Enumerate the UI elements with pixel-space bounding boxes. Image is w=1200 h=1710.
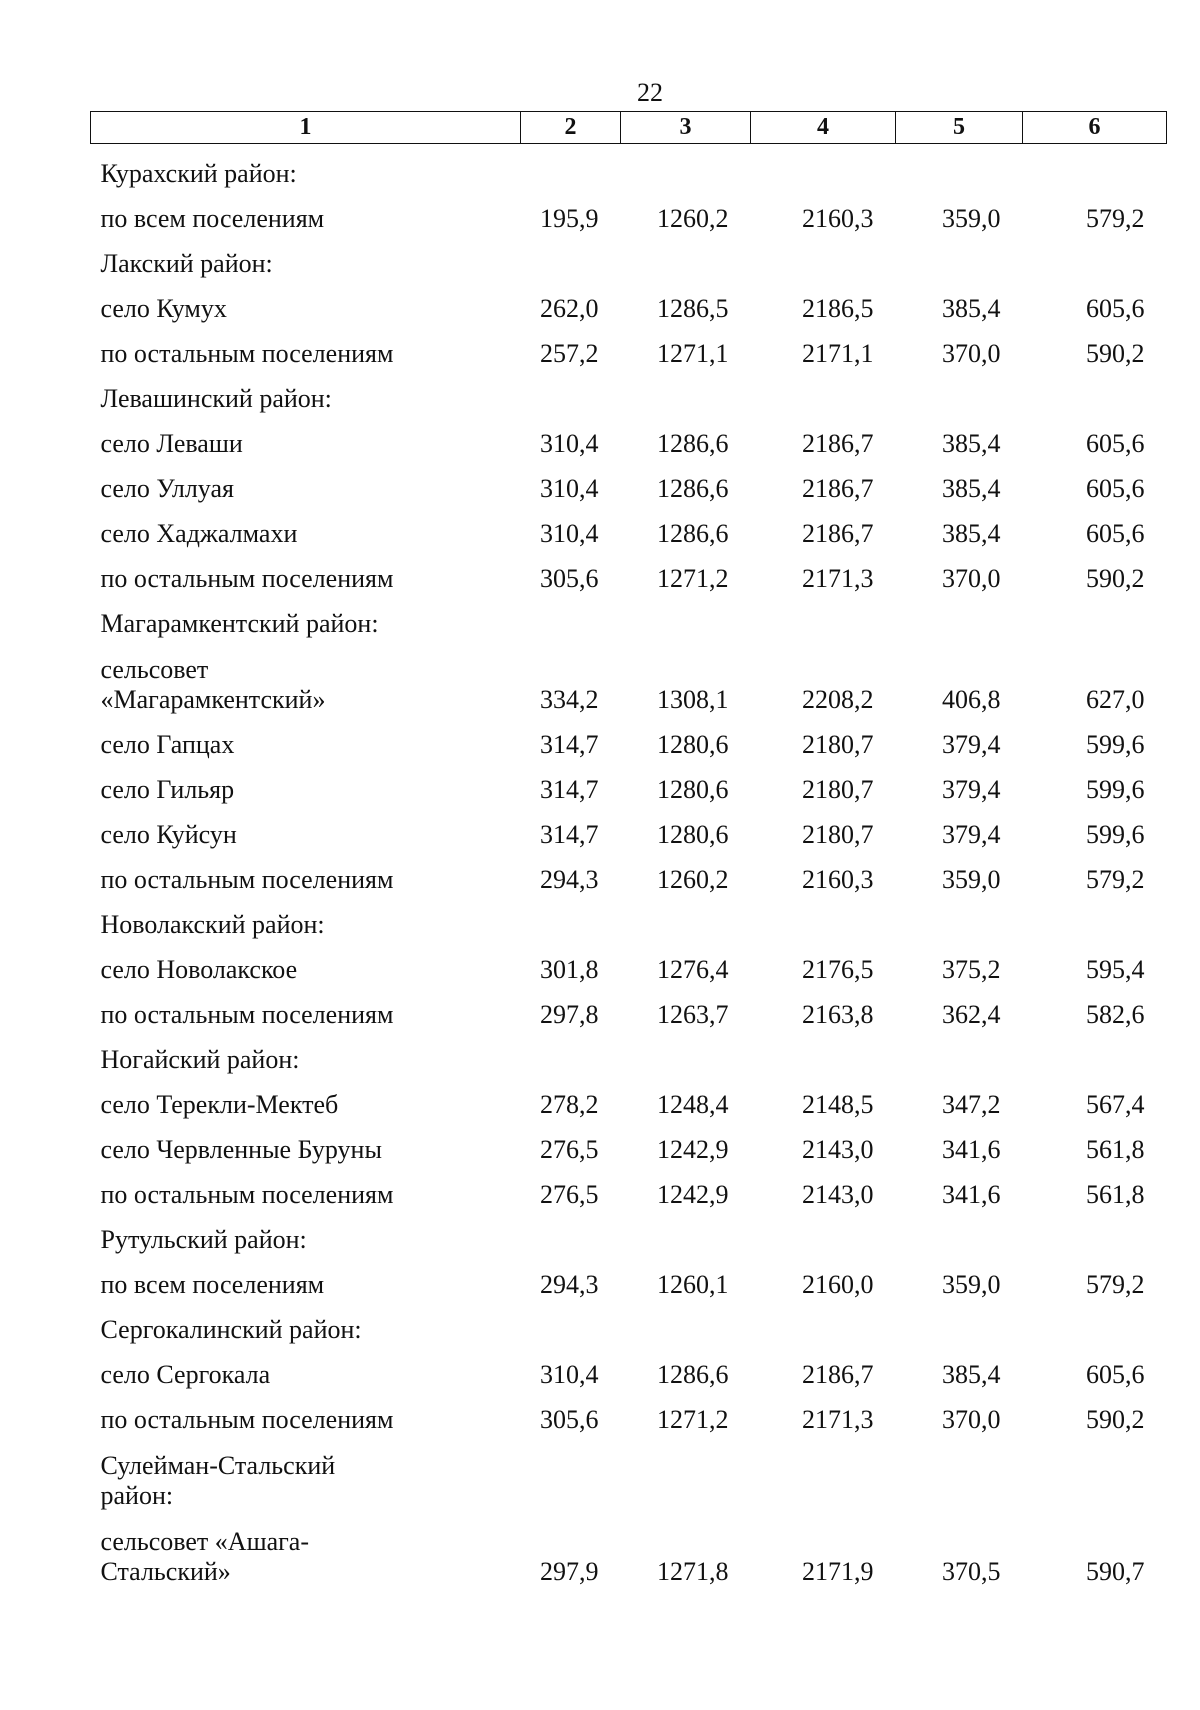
value-col-6: 605,6 — [1086, 293, 1145, 323]
value-col-4 — [751, 594, 896, 639]
value-col-4: 2171,1 — [802, 338, 874, 368]
region-heading-row — [91, 1210, 1167, 1255]
value-col-6: 582,6 — [1086, 999, 1145, 1029]
region-name: Левашинский район: — [100, 383, 332, 413]
value-col-4: 2148,5 — [802, 1089, 874, 1119]
value-col-4: 2186,7 — [802, 518, 874, 548]
value-col-5 — [896, 594, 1023, 639]
value-col-5 — [896, 234, 1023, 279]
value-col-3: 1280,6 — [657, 774, 729, 804]
value-col-5 — [896, 1300, 1023, 1345]
settlement-name: село Сергокала — [100, 1359, 271, 1389]
value-col-5: 370,5 — [942, 1556, 1001, 1586]
settlement-name: село Уллуая — [100, 473, 234, 503]
table-row — [91, 639, 1167, 715]
value-col-4: 2160,3 — [802, 864, 874, 894]
value-col-2: 305,6 — [540, 563, 599, 593]
table-row — [91, 549, 1167, 594]
value-col-3 — [621, 895, 751, 940]
value-col-5: 359,0 — [942, 1269, 1001, 1299]
value-col-2: 310,4 — [540, 428, 599, 458]
value-col-3: 1260,2 — [657, 864, 729, 894]
value-col-2: 195,9 — [540, 203, 599, 233]
settlement-name: село Леваши — [100, 428, 243, 458]
value-col-3 — [621, 144, 751, 189]
value-col-4: 2171,3 — [802, 1404, 874, 1434]
table-row — [91, 279, 1167, 324]
settlement-name: село Терекли-Мектеб — [100, 1089, 339, 1119]
value-col-3: 1286,6 — [657, 1359, 729, 1389]
value-col-4 — [751, 1435, 896, 1511]
value-col-2: 297,8 — [540, 999, 599, 1029]
table-row — [91, 504, 1167, 549]
region-heading-row — [91, 594, 1167, 639]
value-col-2: 276,5 — [540, 1134, 599, 1164]
value-col-3: 1271,2 — [657, 1404, 729, 1434]
settlement-name: село Червленные Буруны — [100, 1134, 382, 1164]
region-name: Сергокалинский район: — [100, 1314, 362, 1344]
region-heading-row — [91, 369, 1167, 414]
value-col-5: 341,6 — [942, 1179, 1001, 1209]
value-col-6 — [1023, 234, 1167, 279]
table-row — [91, 1165, 1167, 1210]
settlement-name: по остальным поселениям — [100, 563, 394, 593]
value-col-4: 2186,7 — [802, 473, 874, 503]
region-heading-row — [91, 1030, 1167, 1075]
value-col-3: 1286,6 — [657, 428, 729, 458]
settlement-name: сельсовет «Магарамкентский» — [100, 654, 326, 714]
value-col-4: 2186,7 — [802, 428, 874, 458]
settlement-name: по остальным поселениям — [100, 999, 394, 1029]
column-header-5: 5 — [896, 112, 1023, 144]
settlement-name: по остальным поселениям — [100, 864, 394, 894]
value-col-6 — [1023, 1030, 1167, 1075]
value-col-2 — [521, 369, 621, 414]
value-col-3 — [621, 1030, 751, 1075]
region-name: Новолакский район: — [100, 909, 325, 939]
region-name: Сулейман-Стальский район: — [100, 1450, 336, 1510]
settlement-name: село Хаджалмахи — [100, 518, 298, 548]
settlement-name: село Гильяр — [100, 774, 235, 804]
value-col-6: 561,8 — [1086, 1179, 1145, 1209]
value-col-5: 362,4 — [942, 999, 1001, 1029]
value-col-5: 370,0 — [942, 338, 1001, 368]
value-col-5: 347,2 — [942, 1089, 1001, 1119]
value-col-5: 370,0 — [942, 1404, 1001, 1434]
value-col-2: 294,3 — [540, 1269, 599, 1299]
settlement-name: село Гапцах — [100, 729, 235, 759]
column-header-4: 4 — [751, 112, 896, 144]
table-row — [91, 805, 1167, 850]
value-col-2: 310,4 — [540, 473, 599, 503]
value-col-2 — [521, 1210, 621, 1255]
value-col-3: 1271,2 — [657, 563, 729, 593]
value-col-4: 2143,0 — [802, 1179, 874, 1209]
value-col-2 — [521, 144, 621, 189]
settlement-name: по остальным поселениям — [100, 1404, 394, 1434]
value-col-4: 2143,0 — [802, 1134, 874, 1164]
value-col-4: 2160,0 — [802, 1269, 874, 1299]
value-col-4 — [751, 1030, 896, 1075]
value-col-6: 590,7 — [1086, 1556, 1145, 1586]
value-col-6: 590,2 — [1086, 563, 1145, 593]
value-col-6 — [1023, 144, 1167, 189]
value-col-6: 605,6 — [1086, 428, 1145, 458]
value-col-3: 1242,9 — [657, 1134, 729, 1164]
value-col-2: 314,7 — [540, 729, 599, 759]
table-row — [91, 1511, 1167, 1587]
table-row — [91, 985, 1167, 1030]
settlement-name: село Куйсун — [100, 819, 237, 849]
value-col-5: 385,4 — [942, 428, 1001, 458]
value-col-3: 1276,4 — [657, 954, 729, 984]
value-col-2: 294,3 — [540, 864, 599, 894]
value-col-5 — [896, 1435, 1023, 1511]
column-header-2: 2 — [521, 112, 621, 144]
value-col-2: 314,7 — [540, 819, 599, 849]
value-col-2 — [521, 1030, 621, 1075]
table-row — [91, 324, 1167, 369]
value-col-6: 627,0 — [1086, 684, 1145, 714]
value-col-3: 1286,6 — [657, 473, 729, 503]
settlement-name: сельсовет «Ашага-Стальский» — [100, 1526, 309, 1586]
value-col-3: 1280,6 — [657, 729, 729, 759]
table-row — [91, 414, 1167, 459]
value-col-3: 1242,9 — [657, 1179, 729, 1209]
value-col-2: 310,4 — [540, 518, 599, 548]
value-col-6: 567,4 — [1086, 1089, 1145, 1119]
column-header-3: 3 — [621, 112, 751, 144]
settlement-name: по всем поселениям — [100, 1269, 325, 1299]
value-col-5: 385,4 — [942, 473, 1001, 503]
value-col-6: 599,6 — [1086, 774, 1145, 804]
value-col-2: 334,2 — [540, 684, 599, 714]
region-heading-row — [91, 895, 1167, 940]
value-col-6: 579,2 — [1086, 1269, 1145, 1299]
table-header-row — [91, 112, 1167, 144]
region-name: Лакский район: — [100, 248, 273, 278]
value-col-6: 561,8 — [1086, 1134, 1145, 1164]
column-header-6: 6 — [1023, 112, 1167, 144]
value-col-6: 605,6 — [1086, 1359, 1145, 1389]
region-name: Курахский район: — [100, 158, 297, 188]
table-row — [91, 1255, 1167, 1300]
table-row — [91, 1390, 1167, 1435]
value-col-4: 2180,7 — [802, 819, 874, 849]
page-number: 22 — [637, 78, 663, 107]
value-col-6: 605,6 — [1086, 518, 1145, 548]
value-col-3: 1280,6 — [657, 819, 729, 849]
value-col-3: 1260,1 — [657, 1269, 729, 1299]
value-col-5: 385,4 — [942, 518, 1001, 548]
value-col-6: 579,2 — [1086, 864, 1145, 894]
settlement-name: по всем поселениям — [100, 203, 325, 233]
value-col-6: 599,6 — [1086, 819, 1145, 849]
table-row — [91, 715, 1167, 760]
value-col-2 — [521, 1435, 621, 1511]
value-col-5: 385,4 — [942, 293, 1001, 323]
value-col-6 — [1023, 895, 1167, 940]
settlement-name: по остальным поселениям — [100, 1179, 394, 1209]
table-row — [91, 459, 1167, 504]
region-name: Ногайский район: — [100, 1044, 300, 1074]
value-col-4: 2171,3 — [802, 563, 874, 593]
value-col-3: 1248,4 — [657, 1089, 729, 1119]
value-col-2 — [521, 895, 621, 940]
value-col-6: 590,2 — [1086, 1404, 1145, 1434]
value-col-4 — [751, 144, 896, 189]
value-col-6 — [1023, 369, 1167, 414]
value-col-2: 262,0 — [540, 293, 599, 323]
value-col-6 — [1023, 1435, 1167, 1511]
table-row — [91, 850, 1167, 895]
value-col-6: 605,6 — [1086, 473, 1145, 503]
value-col-2: 257,2 — [540, 338, 599, 368]
region-heading-row — [91, 144, 1167, 189]
region-heading-row — [91, 1300, 1167, 1345]
value-col-3: 1271,8 — [657, 1556, 729, 1586]
value-col-4: 2208,2 — [802, 684, 874, 714]
value-col-6 — [1023, 1210, 1167, 1255]
value-col-2: 310,4 — [540, 1359, 599, 1389]
value-col-2: 314,7 — [540, 774, 599, 804]
value-col-5 — [896, 895, 1023, 940]
settlement-name: село Новолакское — [100, 954, 298, 984]
value-col-6 — [1023, 1300, 1167, 1345]
value-col-3: 1286,5 — [657, 293, 729, 323]
value-col-3: 1260,2 — [657, 203, 729, 233]
region-name: Магарамкентский район: — [100, 608, 379, 638]
value-col-5: 341,6 — [942, 1134, 1001, 1164]
table-row — [91, 940, 1167, 985]
value-col-3: 1286,6 — [657, 518, 729, 548]
column-header-1: 1 — [91, 112, 521, 144]
table-body — [91, 144, 1167, 1587]
value-col-3 — [621, 1300, 751, 1345]
value-col-6: 590,2 — [1086, 338, 1145, 368]
value-col-4: 2186,7 — [802, 1359, 874, 1389]
value-col-3 — [621, 234, 751, 279]
table-row — [91, 1345, 1167, 1390]
value-col-5 — [896, 1030, 1023, 1075]
value-col-5: 359,0 — [942, 203, 1001, 233]
value-col-6 — [1023, 594, 1167, 639]
value-col-5 — [896, 1210, 1023, 1255]
value-col-5: 385,4 — [942, 1359, 1001, 1389]
region-heading-row — [91, 234, 1167, 279]
value-col-2: 278,2 — [540, 1089, 599, 1119]
value-col-4 — [751, 234, 896, 279]
value-col-4: 2180,7 — [802, 774, 874, 804]
table-row — [91, 760, 1167, 805]
value-col-5: 370,0 — [942, 563, 1001, 593]
value-col-2: 305,6 — [540, 1404, 599, 1434]
value-col-5: 375,2 — [942, 954, 1001, 984]
value-col-4: 2176,5 — [802, 954, 874, 984]
value-col-6: 579,2 — [1086, 203, 1145, 233]
tariff-table — [90, 111, 1167, 1587]
region-heading-row — [91, 1435, 1167, 1511]
value-col-4: 2163,8 — [802, 999, 874, 1029]
table-row — [91, 1120, 1167, 1165]
value-col-5: 379,4 — [942, 729, 1001, 759]
value-col-3: 1263,7 — [657, 999, 729, 1029]
value-col-2 — [521, 1300, 621, 1345]
settlement-name: село Кумух — [100, 293, 227, 323]
value-col-2: 276,5 — [540, 1179, 599, 1209]
value-col-4 — [751, 895, 896, 940]
value-col-4: 2186,5 — [802, 293, 874, 323]
value-col-3 — [621, 594, 751, 639]
value-col-6: 599,6 — [1086, 729, 1145, 759]
value-col-3 — [621, 369, 751, 414]
value-col-5 — [896, 369, 1023, 414]
value-col-3: 1271,1 — [657, 338, 729, 368]
value-col-2 — [521, 234, 621, 279]
value-col-5 — [896, 144, 1023, 189]
value-col-4: 2180,7 — [802, 729, 874, 759]
value-col-2: 301,8 — [540, 954, 599, 984]
value-col-4: 2160,3 — [802, 203, 874, 233]
value-col-3 — [621, 1210, 751, 1255]
value-col-3 — [621, 1435, 751, 1511]
value-col-5: 379,4 — [942, 819, 1001, 849]
value-col-4 — [751, 369, 896, 414]
value-col-2: 297,9 — [540, 1556, 599, 1586]
value-col-5: 379,4 — [942, 774, 1001, 804]
value-col-4 — [751, 1210, 896, 1255]
table-row — [91, 1075, 1167, 1120]
settlement-name: по остальным поселениям — [100, 338, 394, 368]
table-row — [91, 189, 1167, 234]
region-name: Рутульский район: — [100, 1224, 307, 1254]
value-col-6: 595,4 — [1086, 954, 1145, 984]
value-col-2 — [521, 594, 621, 639]
value-col-3: 1308,1 — [657, 684, 729, 714]
value-col-5: 359,0 — [942, 864, 1001, 894]
value-col-4 — [751, 1300, 896, 1345]
value-col-5: 406,8 — [942, 684, 1001, 714]
value-col-4: 2171,9 — [802, 1556, 874, 1586]
